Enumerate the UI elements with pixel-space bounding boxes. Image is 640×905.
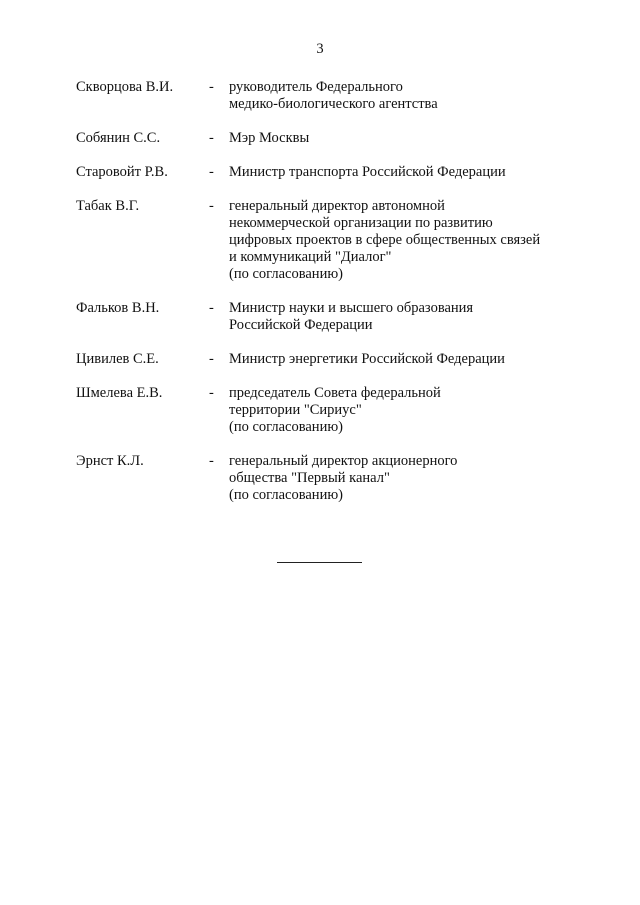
position-line: и коммуникаций "Диалог" [229, 249, 392, 265]
member-position [229, 198, 609, 283]
position-line: общества "Первый канал" [229, 470, 390, 486]
member-name: Шмелева Е.В. [76, 385, 163, 401]
position-line: цифровых проектов в сфере общественных связей [229, 232, 541, 248]
list-item [0, 164, 640, 181]
position-line: (по согласованию) [229, 266, 343, 282]
separator-dash: - [209, 164, 214, 180]
list-item [0, 351, 640, 368]
list-item [0, 198, 640, 283]
position-line: Мэр Москвы [229, 130, 310, 146]
position-line: председатель Совета федеральной [229, 385, 441, 401]
separator-dash: - [209, 130, 214, 146]
member-position [229, 351, 609, 368]
separator-dash: - [209, 453, 214, 469]
position-line: Министр транспорта Российской Федерации [229, 164, 506, 180]
member-position [229, 164, 609, 181]
member-name: Собянин С.С. [76, 130, 161, 146]
list-item [0, 300, 640, 334]
member-name: Старовойт Р.В. [76, 164, 168, 180]
separator-dash: - [209, 351, 214, 367]
member-position [229, 130, 609, 147]
position-line: Министр науки и высшего образования [229, 300, 474, 316]
list-item [0, 130, 640, 147]
position-line: медико-биологического агентства [229, 96, 438, 112]
member-name: Фальков В.Н. [76, 300, 160, 316]
position-line: (по согласованию) [229, 419, 343, 435]
list-item [0, 453, 640, 504]
position-line: генеральный директор автономной [229, 198, 445, 214]
separator-dash: - [209, 300, 214, 316]
position-line: Российской Федерации [229, 317, 373, 333]
position-line: территории "Сириус" [229, 402, 362, 418]
closing-rule [277, 562, 362, 563]
member-position [229, 453, 609, 504]
position-line: Министр энергетики Российской Федерации [229, 351, 505, 367]
position-line: (по согласованию) [229, 487, 343, 503]
list-item [0, 385, 640, 436]
position-line: руководитель Федерального [229, 79, 403, 95]
separator-dash: - [209, 79, 214, 95]
member-position [229, 385, 609, 436]
separator-dash: - [209, 198, 214, 214]
member-name: Цивилев С.Е. [76, 351, 159, 367]
page-number: 3 [316, 41, 324, 57]
member-position [229, 300, 609, 334]
position-line: некоммерческой организации по развитию [229, 215, 493, 231]
member-position [229, 79, 609, 113]
member-name: Эрнст К.Л. [76, 453, 144, 469]
member-name: Табак В.Г. [76, 198, 140, 214]
member-name: Скворцова В.И. [76, 79, 174, 95]
list-item [0, 79, 640, 113]
separator-dash: - [209, 385, 214, 401]
member-list [0, 79, 640, 521]
position-line: генеральный директор акционерного [229, 453, 458, 469]
